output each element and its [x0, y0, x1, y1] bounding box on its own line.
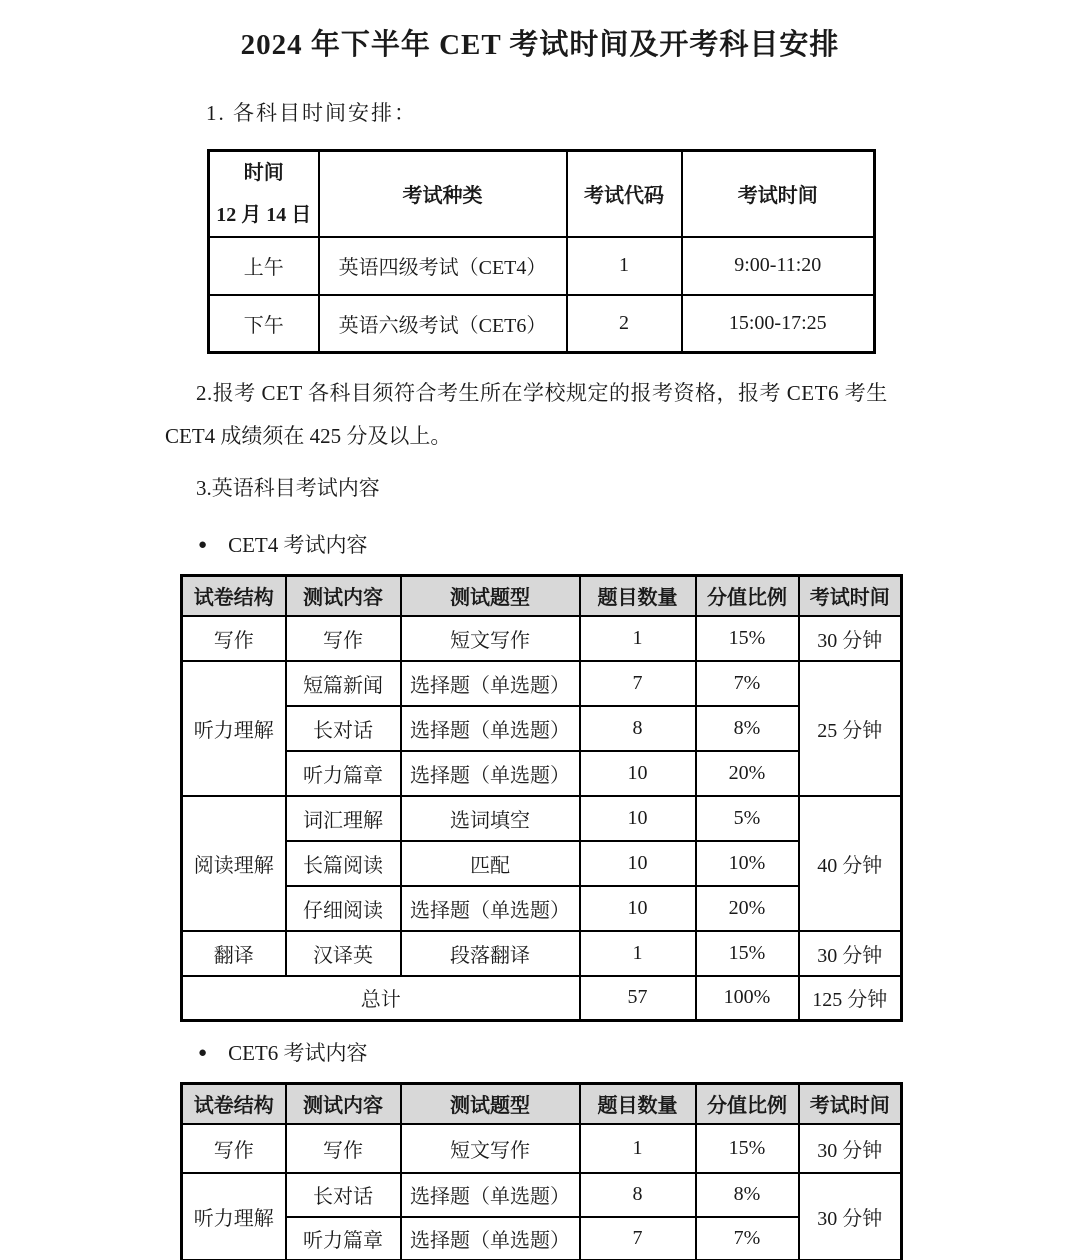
bullet-icon: ● — [198, 536, 208, 553]
cet4-bullet-item — [198, 531, 1080, 559]
header-cell-exam-time: 考试时间 — [799, 1084, 902, 1124]
cell-code: 2 — [567, 295, 682, 353]
cell: 8% — [696, 1173, 799, 1217]
table-row-listening-2 — [182, 706, 902, 751]
cell: 30 分钟 — [799, 1124, 902, 1173]
bullet-icon: ● — [198, 1044, 208, 1061]
cell: 1 — [580, 616, 696, 661]
cell: 汉译英 — [286, 931, 401, 976]
header-cell-question-count: 题目数量 — [580, 1084, 696, 1124]
cell: 10 — [580, 841, 696, 886]
section-3-heading: 3.英语科目考试内容 — [196, 476, 380, 500]
cell-reading-time: 40 分钟 — [799, 796, 902, 931]
cell: 短文写作 — [401, 1124, 580, 1173]
header-time-label: 时间 — [243, 161, 284, 184]
table-row-listening-3 — [182, 751, 902, 796]
cell-exam: 英语六级考试（CET6） — [319, 295, 567, 353]
cell-listening-time: 30 分钟 — [799, 1173, 902, 1260]
paragraph-2-line-1: 2.报考 CET 各科目须符合考生所在学校规定的报考资格，报考 CET6 考生 — [196, 381, 888, 405]
page-title: 2024 年下半年 CET 考试时间及开考科目安排 — [240, 29, 840, 61]
cell: 20% — [696, 751, 799, 796]
header-cell-structure: 试卷结构 — [182, 1084, 286, 1124]
cell-time: 15:00-17:25 — [682, 295, 875, 353]
cet4-bullet-label: CET4 考试内容 — [228, 533, 368, 557]
cell-listening-group: 听力理解 — [182, 1173, 286, 1260]
cell-code: 1 — [567, 237, 682, 295]
cell: 8 — [580, 706, 696, 751]
cell: 8 — [580, 1173, 696, 1217]
paragraph-2 — [165, 372, 902, 458]
cell-exam: 英语四级考试（CET4） — [319, 237, 567, 295]
cell-period: 下午 — [209, 295, 319, 353]
cet4-content-table — [180, 574, 903, 1022]
cell: 选择题（单选题） — [401, 751, 580, 796]
cell: 选择题（单选题） — [401, 1217, 580, 1260]
table-row-translation — [182, 931, 902, 976]
cell-time: 9:00-11:20 — [682, 237, 875, 295]
table-header-row — [182, 1084, 902, 1124]
cell: 仔细阅读 — [286, 886, 401, 931]
cell: 10% — [696, 841, 799, 886]
cell-listening-group: 听力理解 — [182, 661, 286, 796]
header-cell-exam-type: 考试种类 — [319, 151, 567, 237]
cet6-content-table — [180, 1082, 903, 1260]
table-row-reading-1 — [182, 796, 902, 841]
cell: 长篇阅读 — [286, 841, 401, 886]
cell: 写作 — [286, 1124, 401, 1173]
table-row-listening-1 — [182, 1173, 902, 1217]
cet6-bullet-label: CET6 考试内容 — [228, 1041, 368, 1065]
cell: 短文写作 — [401, 616, 580, 661]
cell: 15% — [696, 1124, 799, 1173]
cell: 1 — [580, 1124, 696, 1173]
cell-total-time: 125 分钟 — [799, 976, 902, 1021]
section-1-heading: 1. 各科目时间安排： — [206, 101, 417, 125]
cell: 选择题（单选题） — [401, 1173, 580, 1217]
cell: 短篇新闻 — [286, 661, 401, 706]
table-row-reading-3 — [182, 886, 902, 931]
table-row-morning — [209, 237, 875, 295]
cell-reading-group: 阅读理解 — [182, 796, 286, 931]
cell: 选择题（单选题） — [401, 661, 580, 706]
cell: 选择题（单选题） — [401, 706, 580, 751]
header-cell-content: 测试内容 — [286, 1084, 401, 1124]
table-row-writing — [182, 616, 902, 661]
cell: 15% — [696, 616, 799, 661]
cell: 听力篇章 — [286, 1217, 401, 1260]
header-cell-content: 测试内容 — [286, 576, 401, 616]
header-date-label: 12 月 14 日 — [216, 203, 312, 226]
header-cell-structure: 试卷结构 — [182, 576, 286, 616]
table-header-row — [209, 151, 875, 237]
cell: 30 分钟 — [799, 616, 902, 661]
table-row-writing — [182, 1124, 902, 1173]
cell: 10 — [580, 886, 696, 931]
header-cell-question-count: 题目数量 — [580, 576, 696, 616]
cell: 15% — [696, 931, 799, 976]
cell: 长对话 — [286, 1173, 401, 1217]
cell: 长对话 — [286, 706, 401, 751]
cell: 选择题（单选题） — [401, 886, 580, 931]
cell: 30 分钟 — [799, 931, 902, 976]
table-row-listening-2 — [182, 1217, 902, 1260]
cell: 10 — [580, 751, 696, 796]
cell: 写作 — [182, 616, 286, 661]
table-row-afternoon — [209, 295, 875, 353]
cell: 匹配 — [401, 841, 580, 886]
table-row-listening-1 — [182, 661, 902, 706]
cell: 写作 — [286, 616, 401, 661]
paragraph-2-line-2: CET4 成绩须在 425 分及以上。 — [165, 424, 452, 448]
header-cell-exam-code: 考试代码 — [567, 151, 682, 237]
table-header-row — [182, 576, 902, 616]
cell-period: 上午 — [209, 237, 319, 295]
header-cell-score-ratio: 分值比例 — [696, 1084, 799, 1124]
cell-total-ratio: 100% — [696, 976, 799, 1021]
cell: 1 — [580, 931, 696, 976]
cell: 7 — [580, 1217, 696, 1260]
cell: 选词填空 — [401, 796, 580, 841]
cell: 8% — [696, 706, 799, 751]
header-cell-exam-time: 考试时间 — [799, 576, 902, 616]
table-row-reading-2 — [182, 841, 902, 886]
exam-schedule-table — [207, 149, 876, 354]
header-cell-question-type: 测试题型 — [401, 1084, 580, 1124]
header-cell-exam-time: 考试时间 — [682, 151, 875, 237]
header-cell-score-ratio: 分值比例 — [696, 576, 799, 616]
header-cell-time-date — [209, 151, 319, 237]
cell: 7% — [696, 661, 799, 706]
table-row-total — [182, 976, 902, 1021]
cell-total-label: 总计 — [182, 976, 580, 1021]
cell: 写作 — [182, 1124, 286, 1173]
cell: 10 — [580, 796, 696, 841]
cell: 翻译 — [182, 931, 286, 976]
cell-total-count: 57 — [580, 976, 696, 1021]
cell: 7 — [580, 661, 696, 706]
cell: 7% — [696, 1217, 799, 1260]
cell: 段落翻译 — [401, 931, 580, 976]
header-cell-question-type: 测试题型 — [401, 576, 580, 616]
cell: 词汇理解 — [286, 796, 401, 841]
cell: 20% — [696, 886, 799, 931]
cet6-bullet-item — [198, 1039, 1080, 1067]
cell-listening-time: 25 分钟 — [799, 661, 902, 796]
cell: 听力篇章 — [286, 751, 401, 796]
cell: 5% — [696, 796, 799, 841]
